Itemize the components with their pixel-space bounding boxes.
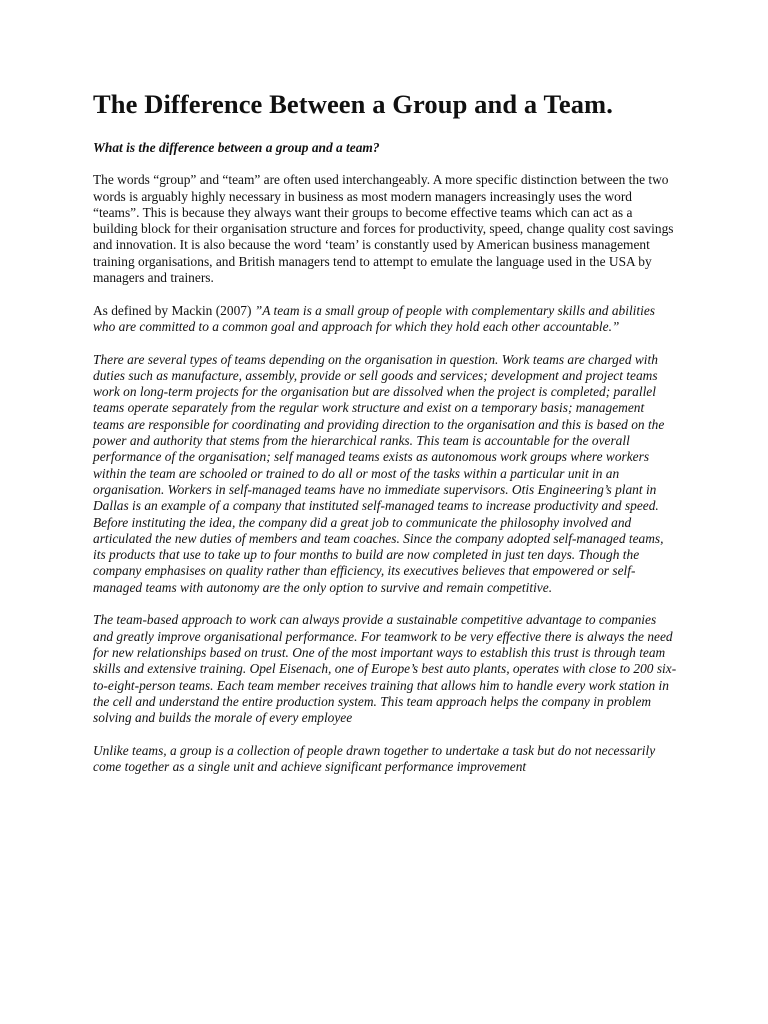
team-types-paragraph: There are several types of teams depending on the organisation in question. Work teams are charged with duties such as manufacture, assembly, provide or sell goods and services; development and project teams work on long-term projects for the organisation but are dissolved when the project is completed; parallel teams operate separately from the regular work structure and exist on a temporary basis; management teams are responsible for coordinating and providing direction to the organisation and this is based on the power and authority that stems from the hierarchical ranks. This team is accountable for the overall performance of the organisation; self managed teams exists as autonomous work groups where workers within the team are schooled or trained to do all or most of the tasks within a particular unit in an organisation. Workers in self-managed teams have no immediate supervisors. Otis Engineering’s plant in Dallas is an example of a company that instituted self-managed teams to increase productivity and speed. Before instituting the idea, the company did a great job to communicate the philosophy involved and articulated the new duties of members and team coaches. Since the company adopted self-managed teams, its products that use to take up to four months to build are now completed in just ten days. Though the company emphasises on quality rather than efficiency, its executives believes that empowered or self-managed teams with autonomy are the only option to survive and remain competitive. <box>93 351 665 595</box>
definition-paragraph <box>93 303 678 336</box>
definition-quote: ”A team is a small group of people with complementary skills and abilities who are committed to a common goal and approach for which they hold each other accountable.” <box>93 302 655 334</box>
document-page <box>93 88 678 792</box>
team-approach-paragraph: The team-based approach to work can always provide a sustainable competitive advantage to companies and greatly improve organisational performance. For teamwork to be very effective there is always the need for new relationships based on trust. One of the most important ways to establish this trust is through team skills and extensive training. Opel Eisenach, one of Europe’s best auto plants, operates with close to 200 six-to-eight-person teams. Each team member receives training that allows him to handle every work station in the cell and understand the entire production system. This team approach helps the company in problem solving and builds the morale of every employee <box>93 612 677 726</box>
intro-paragraph: The words “group” and “team” are often used interchangeably. A more specific distinction between the two words is arguably highly necessary in business as most modern managers increasingly uses the word “teams”. This is because they always want their groups to become effective teams which can act as a building block for their organisation structure and forces for productivity, speed, change quality cost savings and innovation. It is also because the word ‘team’ is constantly used by American business management training organisations, and British managers tend to attempt to emulate the language used in the USA by managers and trainers. <box>93 172 674 286</box>
document-subtitle: What is the difference between a group and a team? <box>93 140 380 155</box>
group-definition-paragraph: Unlike teams, a group is a collection of people drawn together to undertake a task but do not necessarily come together as a single unit and achieve significant performance improvement <box>93 742 656 774</box>
definition-lead: As defined by Mackin (2007) <box>93 302 255 318</box>
document-title: The Difference Between a Group and a Team. <box>93 89 613 119</box>
